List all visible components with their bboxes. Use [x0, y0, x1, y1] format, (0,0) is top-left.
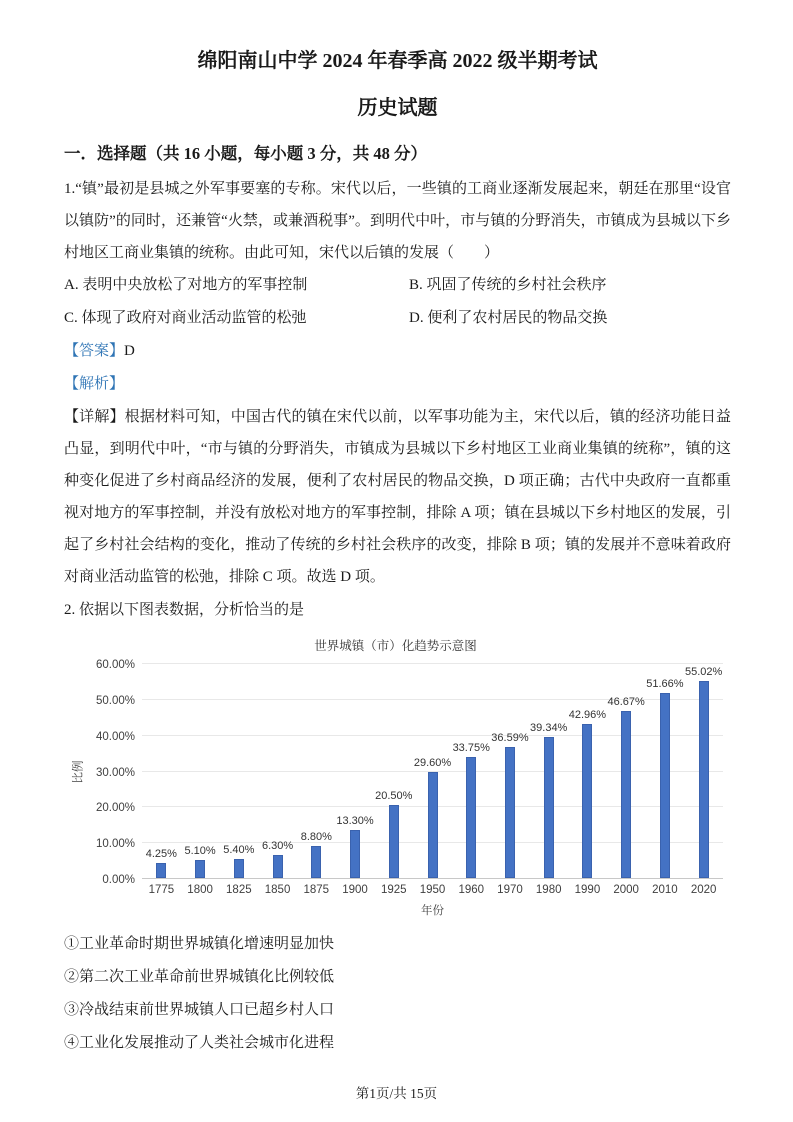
data-label-2010: 51.66% — [646, 677, 684, 690]
y-tick-10.00%: 10.00% — [95, 838, 135, 851]
x-tick-1960: 1960 — [458, 884, 485, 896]
x-tick-1775: 1775 — [148, 884, 175, 896]
x-tick-1925: 1925 — [380, 884, 407, 896]
data-label-1950: 29.60% — [413, 756, 452, 769]
q1-option-d: D. 便利了农村居民的物品交换 — [409, 310, 608, 326]
bar-1990 — [582, 724, 592, 878]
data-label-1850: 6.30% — [261, 840, 294, 853]
bar-1900 — [350, 830, 360, 878]
q1-option-b: B. 巩固了传统的乡村社会秩序 — [409, 277, 607, 293]
x-tick-1990: 1990 — [574, 884, 601, 896]
q1-option-a: A. 表明中央放松了对地方的军事控制 — [64, 277, 308, 293]
q1-answer-line — [64, 335, 731, 368]
y-tick-30.00%: 30.00% — [95, 766, 135, 779]
urbanization-bar-chart — [68, 636, 723, 918]
chart-body — [68, 659, 723, 918]
x-tick-1970: 1970 — [497, 884, 523, 896]
y-tick-40.00%: 40.00% — [95, 730, 135, 743]
data-label-1775: 4.25% — [145, 847, 177, 860]
x-tick-1980: 1980 — [535, 884, 562, 896]
chart-x-ticks — [142, 884, 723, 896]
q1-option-c: C. 体现了政府对商业活动监管的松弛 — [64, 310, 307, 326]
q1-detail — [64, 401, 731, 593]
question-2-stem: 2. 依据以下图表数据，分析恰当的是 — [64, 602, 305, 618]
data-label-1990: 42.96% — [568, 709, 607, 722]
x-tick-1825: 1825 — [226, 884, 252, 896]
y-tick-50.00%: 50.00% — [95, 694, 135, 707]
q2-statement-3: ③冷战结束前世界城镇人口已超乡村人口 — [64, 1002, 335, 1018]
x-tick-2000: 2000 — [613, 884, 639, 896]
bar-2000 — [621, 711, 631, 878]
bar-1960 — [466, 757, 476, 878]
page-subtitle: 历史试题 — [357, 97, 438, 119]
y-tick-0.00%: 0.00% — [102, 874, 135, 886]
page-number-footer: 第1页/共 15页 — [355, 1086, 438, 1101]
q1-analysis-line — [64, 368, 731, 401]
question-1-stem: 1.“镇”最初是县城之外军事要塞的专称。宋代以后，一些镇的工商业逐渐发展起来，朝廷在那里“设官以镇防”的同时，还兼管“火禁，或兼酒税事”。到明代中叶，市与镇的分野消失，市镇成为县城以下乡村地区工商业集镇的统称。由此可知，宋代以后镇的发展（ ） — [64, 181, 731, 261]
question-1-options — [64, 269, 731, 335]
bar-1950 — [428, 772, 438, 878]
page-title: 绵阳南山中学 2024 年春季高 2022 级半期考试 — [197, 50, 598, 72]
data-label-1925: 20.50% — [375, 789, 413, 802]
data-label-1960: 33.75% — [452, 742, 490, 755]
chart-y-ticks — [86, 659, 142, 886]
data-label-1825: 5.40% — [223, 843, 255, 856]
bar-2010 — [660, 693, 670, 878]
bar-1850 — [273, 855, 283, 878]
bar-2020 — [699, 681, 709, 878]
x-axis-line — [142, 878, 723, 879]
x-tick-1850: 1850 — [264, 884, 291, 896]
bar-1875 — [311, 846, 321, 878]
detail-text: 根据材料可知，中国古代的镇在宋代以前，以军事功能为主，宋代以后，镇的经济功能日益凸显，到明代中叶，“市与镇的分野消失，市镇成为县城以下乡村地区工业商业集镇的统称”，镇的这种变化促进了乡村商品经济的发展，便利了农村居民的物品交换，D 项正确；古代中央政府一直都重视对地方的军事控制，并没有放松对地方的军事控制，排除 A 项；镇在县城以下乡村地区的发展，引起了乡村社会结构的变化，推动了传统的乡村社会秩序的改变，排除 B 项；镇的发展并不意味着政府对商业活动监管的松弛，排除 C 项。故选 D 项。 — [64, 409, 731, 585]
chart-plot-column — [142, 664, 723, 918]
data-label-1970: 36.59% — [491, 731, 529, 744]
chart-y-axis-label-text: 比例 — [72, 760, 84, 783]
gridline — [142, 663, 723, 664]
data-label-2000: 46.67% — [607, 695, 645, 708]
x-tick-1950: 1950 — [419, 884, 446, 896]
y-tick-20.00%: 20.00% — [95, 802, 135, 815]
x-tick-1875: 1875 — [303, 884, 330, 896]
data-label-2020: 55.02% — [684, 665, 723, 678]
data-label-1875: 8.80% — [300, 831, 332, 844]
bar-1980 — [544, 737, 554, 878]
x-tick-1900: 1900 — [342, 884, 368, 896]
data-label-1800: 5.10% — [184, 844, 216, 857]
data-label-1980: 39.34% — [530, 722, 568, 735]
section-heading: 一．选择题（共 16 小题，每小题 3 分，共 48 分） — [64, 144, 427, 163]
bar-1825 — [234, 859, 244, 878]
x-tick-2020: 2020 — [690, 884, 717, 896]
bar-1800 — [195, 860, 205, 878]
chart-title: 世界城镇（市）化趋势示意图 — [314, 639, 477, 653]
x-tick-1800: 1800 — [187, 884, 213, 896]
chart-x-axis-label: 年份 — [421, 905, 444, 917]
x-tick-2010: 2010 — [652, 884, 678, 896]
q2-statements — [64, 928, 731, 1060]
chart-plot-area — [142, 664, 723, 879]
bar-1925 — [389, 805, 399, 878]
data-label-1900: 13.30% — [336, 815, 374, 828]
chart-y-axis-label — [68, 664, 86, 879]
q2-statement-4: ④工业化发展推动了人类社会城市化进程 — [64, 1035, 335, 1051]
bar-1775 — [156, 863, 166, 878]
answer-label: 【答案】 — [64, 343, 125, 359]
detail-label: 【详解】 — [64, 409, 125, 425]
answer-value: D — [124, 343, 135, 359]
bar-1970 — [505, 747, 515, 878]
y-tick-60.00%: 60.00% — [95, 659, 135, 671]
analysis-label: 【解析】 — [64, 376, 125, 392]
gridline — [142, 735, 723, 736]
q2-statement-1: ①工业革命时期世界城镇化增速明显加快 — [64, 936, 335, 952]
q2-statement-2: ②第二次工业革命前世界城镇化比例较低 — [64, 969, 335, 985]
